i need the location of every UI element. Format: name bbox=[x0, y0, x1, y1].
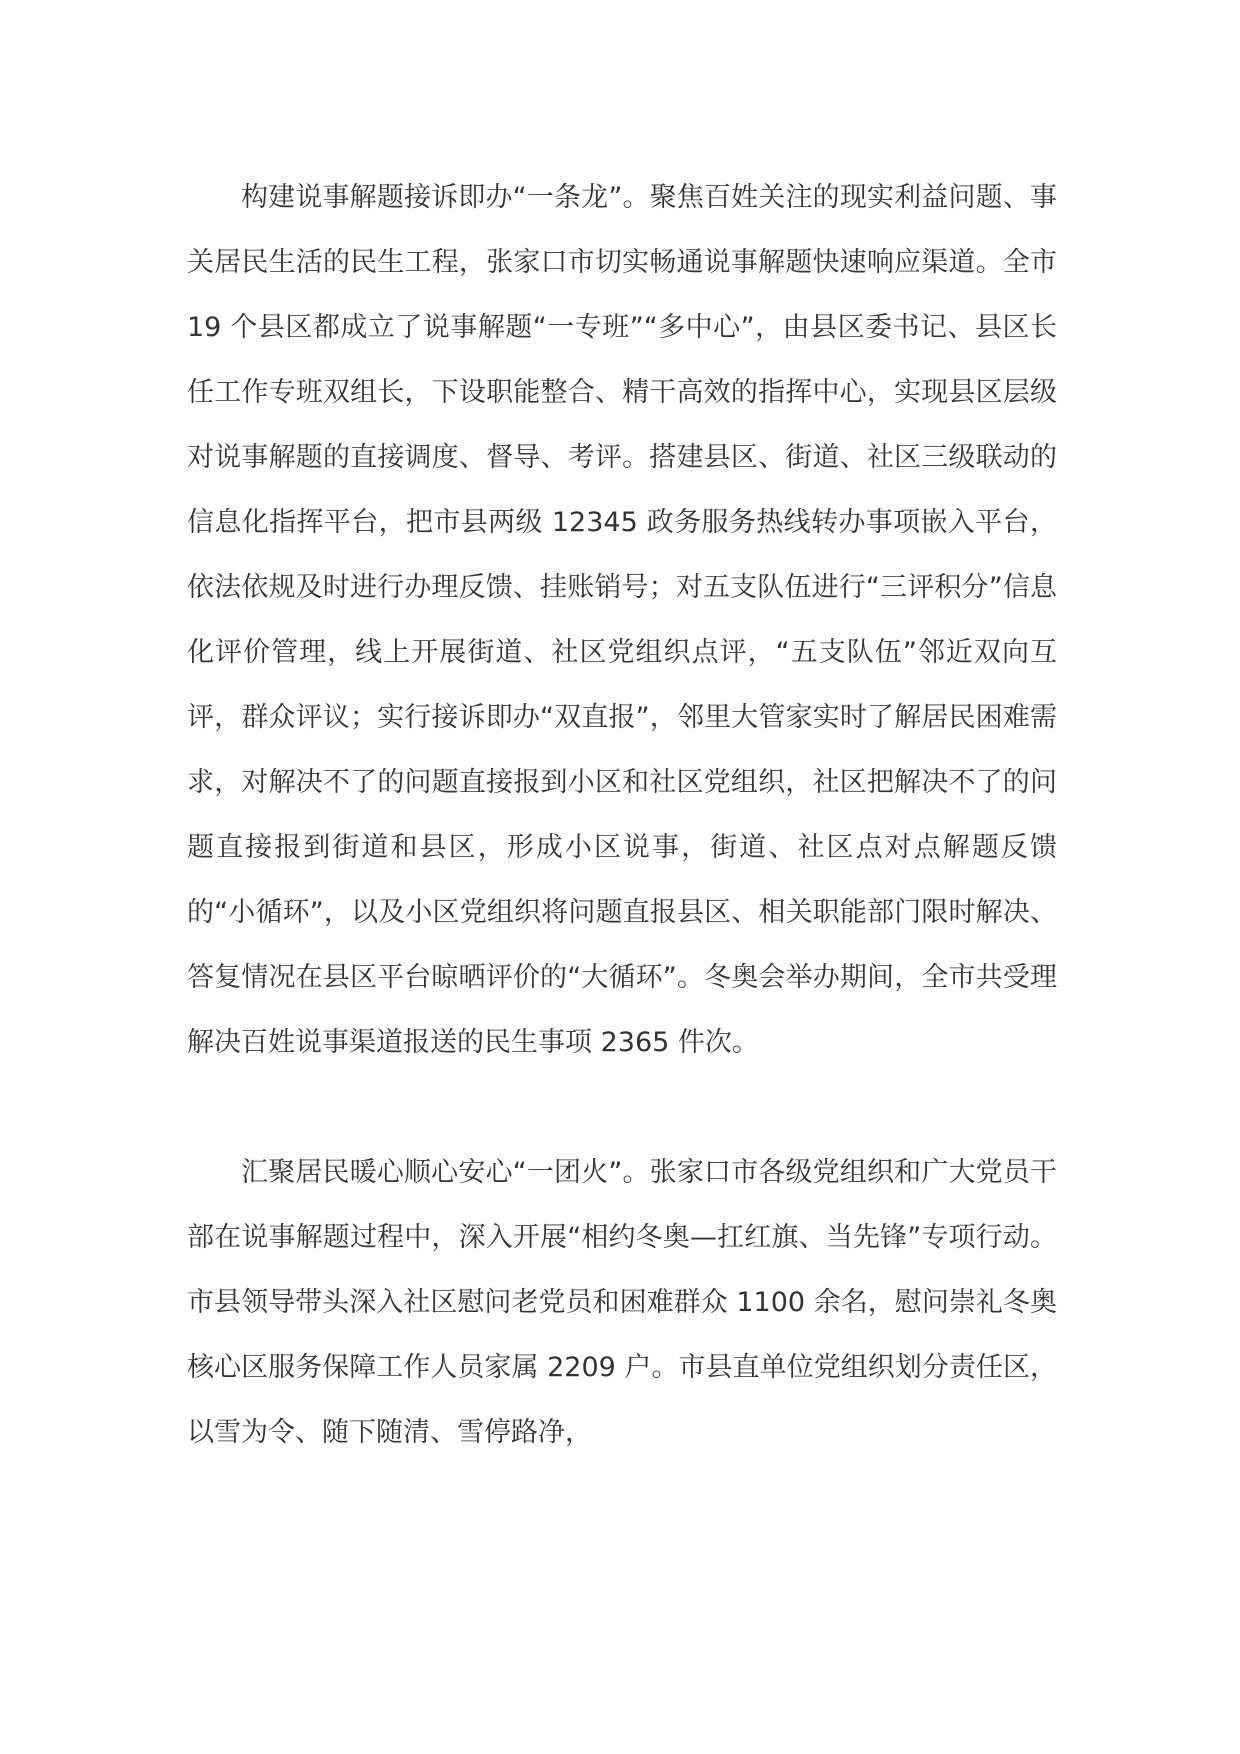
paragraph-resident-care: 汇聚居民暖心顺心安心“一团火”。张家口市各级党组织和广大党员干部在说事解题过程中，深入开展“相约冬奥—扛红旗、当先锋”专项行动。市县领导带头深入社区慰问老党员和困难群众 1100 余名，慰问崇礼冬奥核心区服务保障工作人员家属 2209 户。市县直单位党组织划分责任区，以雪为令、随下随清、雪停路净， bbox=[187, 1157, 1057, 1448]
document-body bbox=[187, 165, 1057, 1465]
paragraph-complaint-handling: 构建说事解题接诉即办“一条龙”。聚焦百姓关注的现实利益问题、事关居民生活的民生工程，张家口市切实畅通说事解题快速响应渠道。全市 19 个县区都成立了说事解题“一专班”“多中心”，由县区委书记、县区长任工作专班双组长，下设职能整合、精干高效的指挥中心，实现县区层级对说事解题的直接调度、督导、考评。搭建县区、街道、社区三级联动的信息化指挥平台，把市县两级 12345 政务服务热线转办事项嵌入平台，依法依规及时进行办理反馈、挂账销号；对五支队伍进行“三评积分”信息化评价管理，线上开展街道、社区党组织点评，“五支队伍”邻近双向互评，群众评议；实行接诉即办“双直报”，邻里大管家实时了解居民困难需求，对解决不了的问题直接报到小区和社区党组织，社区把解决不了的问题直接报到街道和县区，形成小区说事，街道、社区点对点解题反馈的“小循环”，以及小区党组织将问题直报县区、相关职能部门限时解决、答复情况在县区平台晾晒评价的“大循环”。冬奥会举办期间，全市共受理解决百姓说事渠道报送的民生事项 2365 件次。 bbox=[187, 182, 1057, 1058]
